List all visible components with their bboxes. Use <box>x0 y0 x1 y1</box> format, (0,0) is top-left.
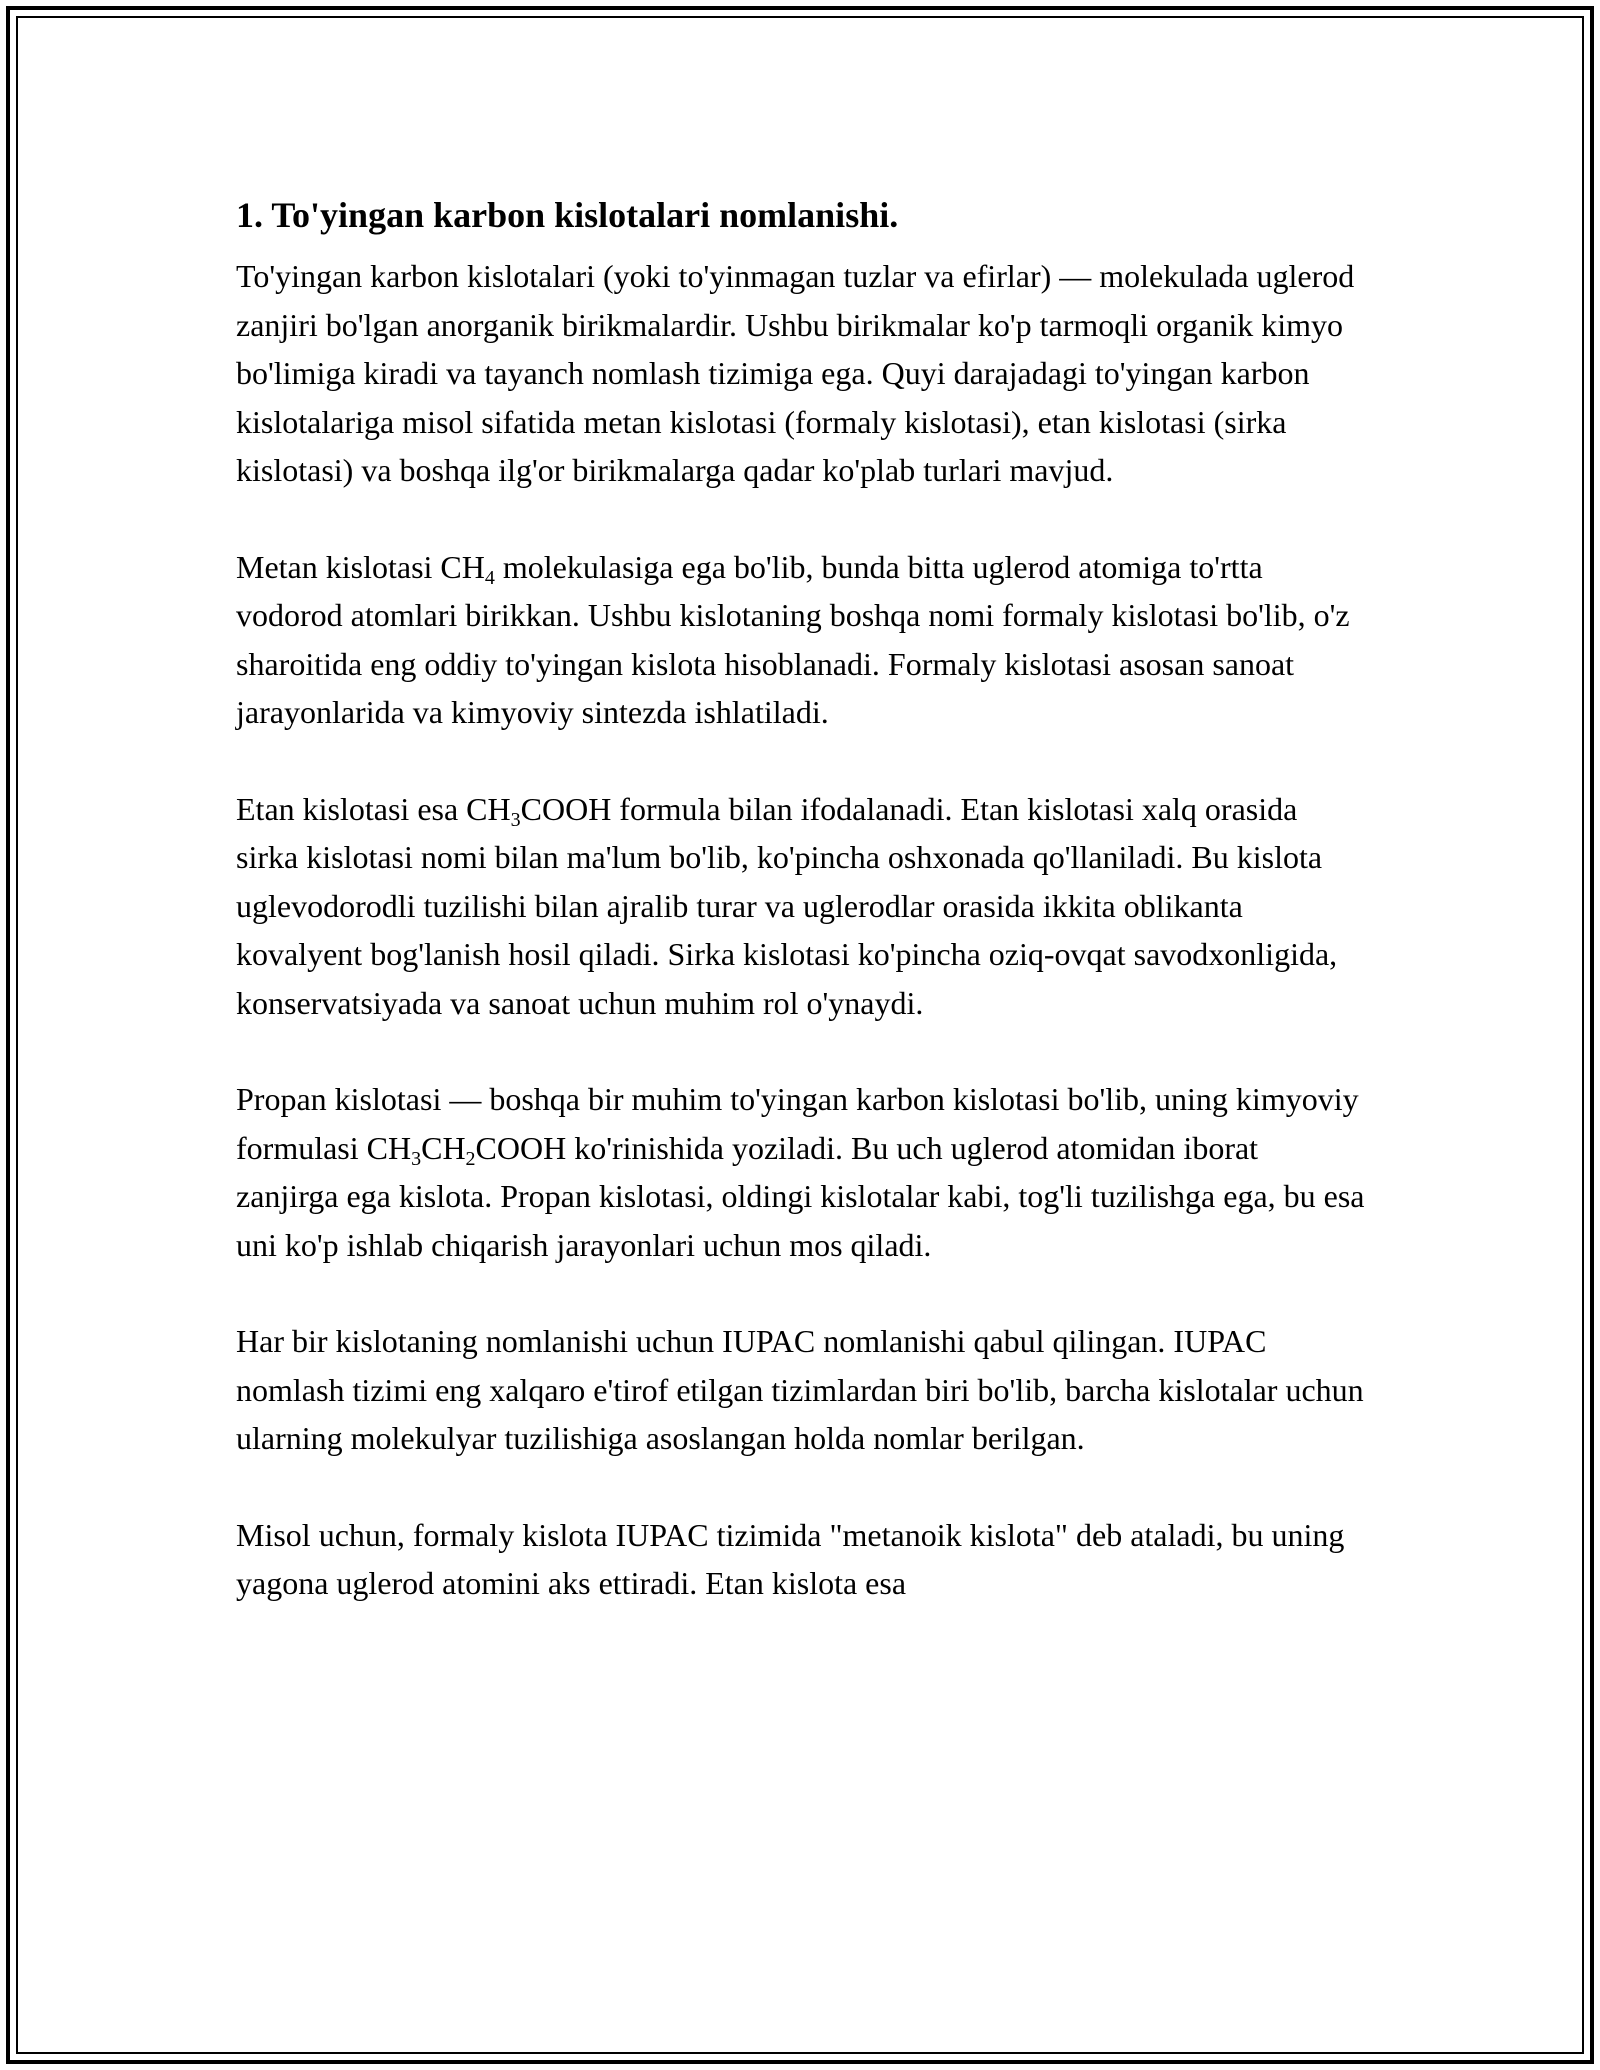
paragraph-2-text-b: molekulasiga ega bo'lib, bunda bitta uglerod atomiga to'rtta vodorod atomlari birikkan. Ushbu kislotaning boshqa nomi formaly kislotasi bo'lib, o'z sharoitida eng oddiy to'yingan kislota hisoblanadi. Formaly kislotasi asosan sanoat jarayonlarida va kimyoviy sintezda ishlatiladi. <box>236 548 1350 730</box>
paragraph-4-text-c: COOH ko'rinishida yoziladi. Bu uch uglerod atomidan iborat zanjirga ega kislota. Propan kislotasi, oldingi kislotalar kabi, tog'li tuzilishga ega, bu esa uni ko'p ishlab chiqarish jarayonlari uchun mos qiladi. <box>236 1129 1365 1263</box>
document-body <box>236 186 1366 1656</box>
paragraph-6: Misol uchun, formaly kislota IUPAC tizimida "metanoik kislota" deb ataladi, bu uning yagona uglerod atomini aks ettiradi. Etan kislota esa <box>236 1516 1345 1601</box>
paragraph-1: To'yingan karbon kislotalari (yoki to'yinmagan tuzlar va efirlar) — molekulada uglerod zanjiri bo'lgan anorganik birikmalardir. Ushbu birikmalar ko'p tarmoqli organik kimyo bo'limiga kiradi va tayanch nomlash tizimiga ega. Quyi darajadagi to'yingan karbon kislotalariga misol sifatida metan kislotasi (formaly kislotasi), etan kislotasi (sirka kislotasi) va boshqa ilg'or birikmalarga qadar ko'plab turlari mavjud. <box>236 258 1355 488</box>
paragraph-3-text-b: COOH formula bilan ifodalanadi. Etan kislotasi xalq orasida sirka kislotasi nomi bilan ma'lum bo'lib, ko'pincha oshxonada qo'llaniladi. Bu kislota uglevodorodli tuzilishi bilan ajralib turar va uglerodlar orasida ikkita oblikanta kovalyent bog'lanish hosil qiladi. Sirka kislotasi ko'pincha oziq-ovqat savodxonligida, konservatsiyada va sanoat uchun muhim rol o'ynaydi. <box>236 790 1338 1021</box>
paragraph-3-text-a: Etan kislotasi esa CH <box>236 790 511 827</box>
paragraph-4-text-b: CH <box>421 1129 466 1166</box>
subscript: 3 <box>411 1147 422 1170</box>
paragraph-4-text-a: Propan kislotasi — boshqa bir muhim to'yingan karbon kislotasi bo'lib, uning kimyoviy formulasi CH <box>236 1081 1359 1166</box>
paragraph-4 <box>236 1075 1366 1269</box>
subscript: 2 <box>465 1147 476 1170</box>
paragraph-3 <box>236 785 1366 1028</box>
subscript: 4 <box>484 566 495 589</box>
paragraph-5: Har bir kislotaning nomlanishi uchun IUPAC nomlanishi qabul qilingan. IUPAC nomlash tizimi eng xalqaro e'tirof etilgan tizimlardan biri bo'lib, barcha kislotalar uchun ularning molekulyar tuzilishiga asoslangan holda nomlar berilgan. <box>236 1323 1364 1456</box>
paragraph-2-text-a: Metan kislotasi CH <box>236 548 485 585</box>
paragraph-2 <box>236 543 1366 737</box>
subscript: 3 <box>510 808 521 831</box>
section-heading: 1. To'yingan karbon kislotalari nomlanishi. <box>236 195 899 235</box>
